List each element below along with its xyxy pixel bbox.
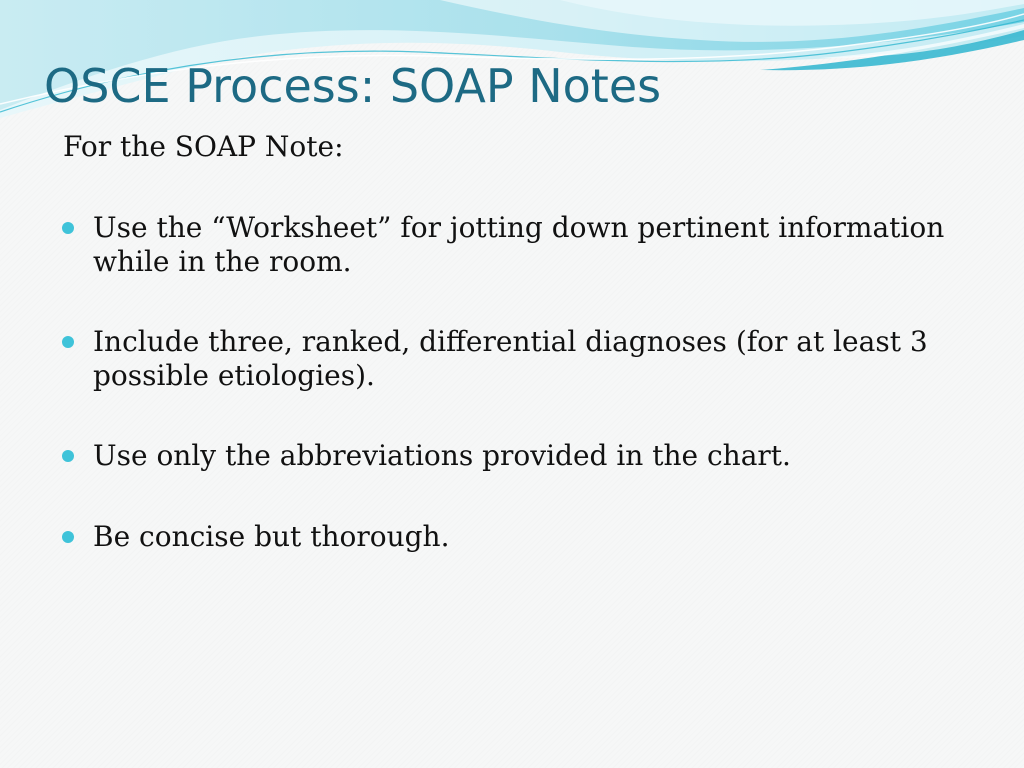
bullet-icon: [62, 222, 74, 234]
bullet-text: Use only the abbreviations provided in the chart.: [93, 439, 791, 472]
bullet-item: [62, 520, 962, 554]
bullet-text: Include three, ranked, differential diagnoses (for at least 3 possible etiologies).: [93, 325, 928, 392]
bullet-item: [62, 439, 962, 473]
slide-title: OSCE Process: SOAP Notes: [44, 59, 662, 113]
bullet-text: Be concise but thorough.: [93, 520, 450, 553]
bullet-text: Use the “Worksheet” for jotting down pertinent information while in the room.: [93, 211, 945, 278]
bullet-icon: [62, 531, 74, 543]
intro-text: For the SOAP Note:: [63, 130, 344, 163]
bullet-item: [62, 211, 962, 279]
bullet-item: [62, 325, 962, 393]
bullet-list: [62, 211, 962, 554]
bullet-icon: [62, 450, 74, 462]
bullet-icon: [62, 336, 74, 348]
